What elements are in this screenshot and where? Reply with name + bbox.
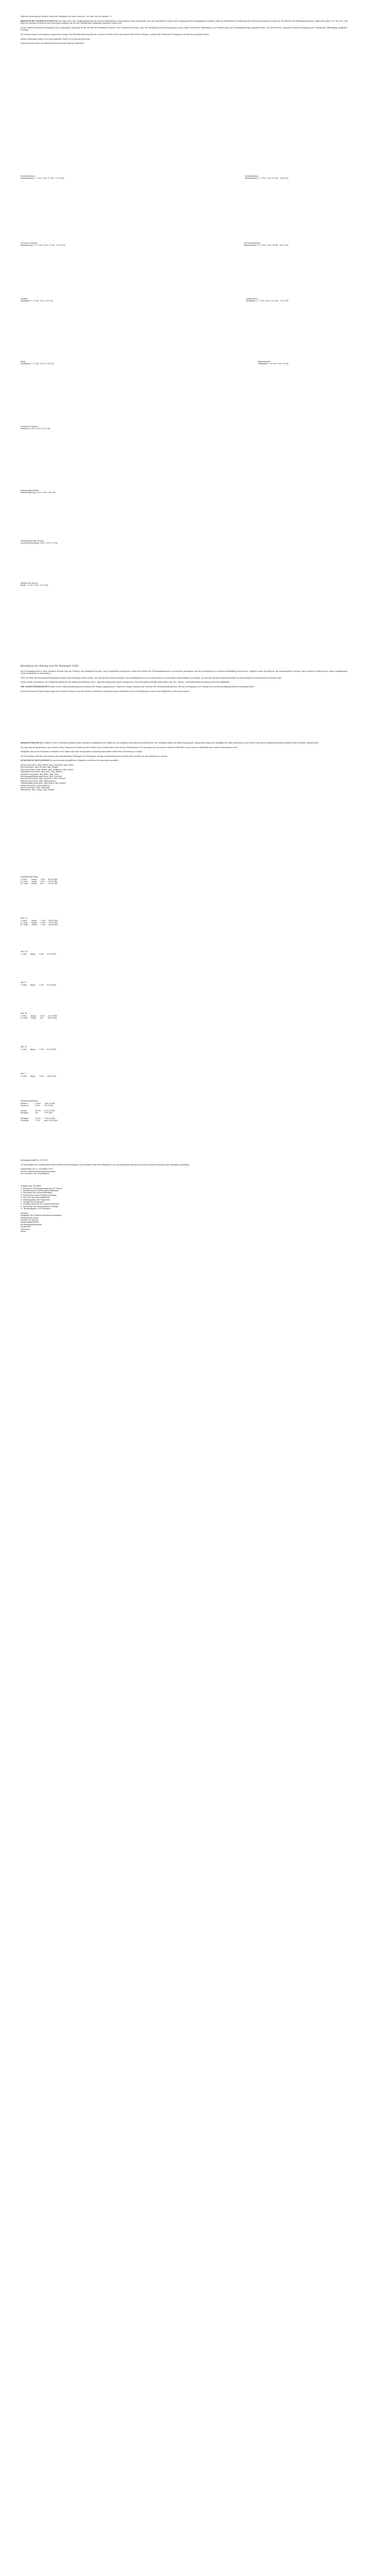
member-list — [21, 764, 347, 791]
table-cell: Haupt. — [31, 878, 38, 880]
table-cell: 540,00 RM — [48, 919, 58, 922]
table-cell: Haupt. — [30, 984, 36, 986]
intro-paragraph — [21, 20, 347, 25]
signature-name: Stadt — [21, 361, 25, 363]
section-paragraph: Über die Höhe der Nachtragsbewilligungen konnte keine Einigung erzielt werden. Die Verwaltung wurde beauftragt, eine Aufstellung der bis zum Jahresende zu erwartenden Mehrausgaben vorzulegen, aus der die einzelnen Haushaltsstellen und die jeweiligen Deckungsmittel ersichtlich sind. — [21, 676, 282, 679]
list-item: Kultur-Ausschuss: Abg. Hofmann — [21, 784, 50, 787]
signature-name: Der erste Vorsteher — [21, 242, 38, 244]
signature-name: Protokollführer — [245, 175, 259, 177]
signature-right — [258, 361, 289, 365]
table-cell: zzgl. 180,00 RM — [44, 1120, 58, 1122]
table-cell: 120,00 RM — [48, 883, 58, 885]
table-cell: 1.200 — [40, 924, 45, 926]
list-item: Bau-Ausschuss: Abg. Fischer, Abg. Wagner — [21, 766, 59, 769]
signature-date: Marktplatz 1, 17 Nov. 1930, 13.00 Uhr — [21, 363, 54, 365]
signature-left — [21, 361, 54, 365]
certification-date: Ausgefertigt am 22. Dezember 1930 — [21, 1168, 53, 1171]
table-cell: 18.200 — [35, 1117, 41, 1120]
list-item: Regierungspräsident — [21, 1221, 40, 1224]
table-cell: 770,00 RM — [44, 1104, 54, 1107]
table-cell: Neben. — [31, 924, 38, 926]
table-cell: 75,00 RM — [44, 1112, 53, 1114]
signature-single — [21, 540, 347, 545]
table-block — [21, 1073, 347, 1077]
signature-name: Landrat des Kreises — [21, 426, 38, 428]
table-cell: Haupt. — [31, 880, 38, 883]
signature-single — [21, 489, 347, 494]
table-cell: 800 — [40, 883, 44, 885]
summary-table — [21, 1103, 61, 1122]
table-cell: 1.800 — [39, 953, 44, 955]
signature-date: Hindenburgstr. 5, 17 Nov. 1930, 14 Uhr - 16.00 Uhr — [244, 244, 289, 247]
distribution-list — [21, 1214, 347, 1232]
paragraph-lead: DIE STADTVERORDNETEN — [21, 685, 49, 688]
certification-block — [21, 1159, 347, 1177]
section-resolutions — [21, 666, 347, 694]
table-cell: 250,00 RM — [48, 880, 58, 883]
table-cell: I. Ordn. — [21, 953, 27, 955]
section-paragraph — [21, 686, 347, 688]
paragraph-lead: AUSSCHUSS-MITGLIEDER — [21, 759, 49, 762]
table-block — [21, 951, 347, 955]
list-item: Akten — [21, 1230, 26, 1233]
table-cell: 420,00 RM — [46, 984, 56, 986]
table-block — [21, 981, 347, 986]
table-cell: 2.000 — [40, 878, 45, 880]
table-cell: Haupt. — [30, 1048, 36, 1050]
signature-date: Provinzialverwaltung, 8 Dez. 1930, 10 Uhr — [21, 542, 58, 545]
table-cell: Haupt. — [30, 1014, 37, 1017]
table-cell: I. Ordn. — [21, 1048, 27, 1050]
table-row — [21, 1048, 59, 1050]
section-paragraph: Ferner wurde beschlossen, die Gebührenordnung für die städtischen Betriebe zum 1. April des kommenden Jahres anzupassen. Die Neuregelung betrifft insbesondere die Gas-, Wasser- und Elektrizitätsversorgung sowie die Müllabfuhr. — [21, 681, 230, 684]
paragraph-text: Die nachstehend aufgeführten Mitglieder wurden in die Ausschüsse gewählt: — [49, 759, 119, 762]
signature-date: Marktplatz 1, 19 Nov. 1930, 10 Uhr — [258, 363, 289, 365]
table-cell: 2.200 — [39, 984, 44, 986]
list-item: Schul-Ausschuss: Abg. Becker, Abg. Hoffmann, Abg. Schulz — [21, 768, 74, 771]
data-table — [21, 1075, 59, 1077]
signature-left — [21, 298, 53, 302]
section-paragraph: Die Ausschüsse konstituieren sich in ihrer ersten Sitzung und wählen aus ihrer Mitte einen Vorsitzenden sowie dessen Stellvertreter. Die Sitzungen der Ausschüsse sind nicht öffentlich, soweit nicht im Einzelfall etwas anderes beschlossen wird. — [21, 746, 238, 749]
signature-right — [246, 298, 289, 302]
signature-name: Die Schriftführerin — [244, 242, 261, 244]
list-item: 9. Verzeichnis der beanstandeten Verträge — [21, 1205, 59, 1208]
signature-name: Regierungspräsident — [21, 489, 39, 492]
list-item: Personal-Ausschuss: Abg. Neumann, Abg. Schwarz — [21, 777, 66, 780]
signature-date: Hindenburgstr. 5, 17 Nov. 1930, 11 Uhr - 10.30 Uhr — [21, 244, 65, 247]
table-cell: 13.800 — [35, 1102, 41, 1105]
table-cell: I. Ordn. — [21, 1075, 27, 1077]
section-paragraph: Mitglieder, die an der Teilnahme verhindert sind, haben dies dem Vorsitzenden rechtzeitig mitzuteilen und für ihre Vertretung zu sorgen. — [21, 751, 143, 753]
table-cell: Haupt. — [30, 1075, 36, 1077]
table-cell: Summe II — [21, 1104, 29, 1107]
signature-row — [21, 242, 289, 247]
table-cell: 2.800 — [39, 1048, 44, 1050]
table-cell: Rücklage — [21, 1112, 29, 1114]
signature-name: Minister des Innern — [21, 582, 38, 584]
section-paragraph: Die Versammlung hat in ihrer heutigen Sitzung über die Vorlagen des Magistrats beraten. Nach eingehender Aussprache wurde der Bericht der Prüfungskommission zur Kenntnis genommen und den Ausschüssen zur weiteren Behandlung überwiesen. Zugleich wurde beschlossen, die beanstandeten Verträge einer erneuten Prüfung durch einen unabhängigen Sachverständigen zu unterziehen. — [21, 670, 347, 675]
table-block — [21, 876, 347, 885]
paragraph-text: Gemäß § 14 der Geschäftsordnung werden hiermit die Ergebnisse der Wahlen zu den ständigen Ausschüssen veröffentlicht. Die Gewählten haben die Wahl angenommen. Einsprüche gegen die Gültigkeit der Wahl sind binnen zwei Wochen nach dieser Bekanntmachung schriftlich beim Vorsteher einzureichen. — [43, 742, 319, 744]
table-block — [21, 917, 347, 926]
signature-name: Erste Beisitzerin — [21, 175, 35, 177]
intro-note: Dieser Bericht wurde vom Arbeitsausschuss für die Sitzung vorbereitet. — [21, 42, 85, 45]
data-table — [21, 1015, 60, 1020]
list-item: 4. Entwurf der neuen Gebührenordnung — [21, 1194, 57, 1196]
signature-single — [21, 582, 347, 587]
section-paragraph — [21, 759, 347, 762]
signature-date: Hindenburgstr. 5, 7 Nov. 1930, 15 Uhr - 13.30 Uhr — [21, 177, 64, 180]
intro-line: Weiterer Beratung und Schluss: Abruf der Mitglieder im Sinne versehen - Art und Vorst im Einzeln 1.0 — [21, 15, 112, 18]
paragraph-lead: RHEINISCHE TAGEBLATTZEITUNG — [21, 20, 59, 22]
signature-name: Oberpräsident der Provinz — [21, 540, 44, 542]
list-item: Magistrat der Stadt — [21, 1216, 39, 1219]
table-cell: 1.400 — [39, 1075, 44, 1077]
signature-left — [21, 175, 64, 180]
section-announcement — [21, 742, 347, 791]
intro-link[interactable]: Weitere Meldungen finden Sie auf den folgenden Seiten im Anhang des Berichtes. — [21, 38, 91, 40]
table-cell: Gesamt — [21, 1110, 27, 1112]
table-label: Haushalt Abteilung — [21, 876, 38, 878]
table-label: Zusammenstellung — [21, 1100, 38, 1102]
table-cell: I. Ordn. — [21, 1014, 27, 1017]
section-paragraph: Nach Abschluss der Tagesordnung gab der Vorsteher bekannt, dass die nächste ordentliche Sitzung im Januar stattfinden wird. Die Einladungen werden den Mitgliedern rechtzeitig zugehen. — [21, 690, 190, 692]
section-heading: Beschlüsse der Sitzung vom 18. Dezember 1930 — [21, 665, 78, 668]
table-cell: 310,00 RM — [46, 953, 56, 955]
attachments-heading: Anlagen zum Protokoll — [21, 1185, 41, 1187]
signature-name: Bürgermeister — [258, 361, 271, 363]
table-row — [21, 924, 61, 926]
list-item: Rechnungsprüfungsamt — [21, 1223, 42, 1226]
list-item: Verkehrs-Ausschuss: Abg. Klein, Abg. Wolf — [21, 773, 59, 775]
table-cell: 2.500 — [40, 921, 45, 924]
list-item: Finanz-Ausschuss: Abg. Müller, Abg. Schneider, Abg. Weber — [21, 764, 74, 766]
list-item: 5. Liste der Ausschussmitglieder — [21, 1196, 50, 1199]
table-cell: 500 — [35, 1112, 39, 1114]
list-item: Wahlprüfungs-Ausschuss: Abg. Braun, Abg. Krüger — [21, 782, 66, 785]
signature-name: Stellvertreter — [246, 298, 258, 300]
list-item: Landrat des Kreises — [21, 1219, 39, 1222]
list-item: 10. Haushaltsplan 1931 (Entwurf) — [21, 1208, 51, 1210]
certification-signatures: Der Vorsteher Der Schriftführer — [21, 1173, 49, 1175]
signature-date: Marktplatz 1, 17 Nov. 1930, 9.30 Uhr - 11.00 Uhr — [246, 300, 289, 302]
certification-line: Für die Stadtverordnetenversammlung — [21, 1170, 56, 1173]
table-cell: II. Ordn. — [21, 921, 28, 924]
signature-date: Hindenburgstr. 5, 7 Nov. 1930, 16 Uhr - 18.45 Uhr — [245, 177, 289, 180]
signature-date: Bezirksregierung, 4 Dez. 1930, 9.45 Uhr — [21, 492, 56, 494]
intro-paragraph: In der Stadtverordnetenversammlung vom vergangenen Dienstag wurde der Bericht ausführlich erörtert. Der Vorsitzende betonte, dass die Verwaltung die Beanstandungen ernst nehme und bereits Maßnahmen zur Verbesserung der Rechnungsführung eingeleitet habe. Die Vertreter der Opposition forderten dagegen eine vollständige Offenlegung sämtlicher Verträge. — [21, 26, 347, 31]
table-label: Abt. III — [21, 1012, 27, 1014]
paragraph-text: Im Zuge einer vom Landesministerium des Innern eingeleiteten Untersuchung wurde festgestellt, dass der Haushalt der Stadt in den vergangenen Rechnungsjahren mehrfach ohne die erforderliche Zustimmung der Vertretung erweitert worden ist. Der Bericht der Prüfungskommission umfasst die Jahre 1927 bis 1931 und führt die einzelnen Posten in einer besonderen Anlage auf, die der Öffentlichkeit zugänglich gemacht werden soll. — [21, 20, 347, 25]
table-cell: Haupt. — [30, 953, 36, 955]
attachments-list — [21, 1188, 347, 1210]
signature-date: Berlin, 12 Dez. 1930, 11.30 Uhr — [21, 584, 48, 587]
list-item: Ältestenrat: Abg. Lange, Abg. Schmitt — [21, 789, 55, 791]
certification-title: Sitzungsprotokoll Nr. 47/1930 — [21, 1159, 47, 1161]
table-cell: Nachtrag — [21, 1120, 29, 1122]
paragraph-text: haben in der Schlussabstimmung mit Mehrheit die Vorlage angenommen. Gegen die Vorlage stimmten die Vertreter der Minderheitsfraktionen, die eine Vertagung bis zur Vorlage des Sachverständigengutachtens beantragt hatten. — [49, 685, 255, 688]
signature-right — [245, 175, 289, 180]
list-item: Wohlfahrts-Ausschuss: Abg. Koch, Abg. Richter — [21, 771, 63, 773]
table-cell: I. Ordn. — [21, 878, 27, 880]
list-item: 3. Gutachten des Sachverständigen — [21, 1192, 53, 1194]
list-item: Presseamt — [21, 1228, 30, 1230]
signature-row — [21, 175, 289, 180]
table-cell: 1.600 — [40, 1014, 45, 1017]
data-table — [21, 953, 59, 955]
data-table — [21, 920, 61, 926]
table-cell: 2.485,00 RM — [44, 1102, 55, 1105]
list-item: Stadtarchiv — [21, 1226, 31, 1228]
signature-single — [21, 426, 347, 430]
summary-block — [21, 1100, 347, 1122]
signature-date: Marktplatz 1, 17 Nov. 1930, 9.00 Uhr — [21, 300, 53, 302]
signature-date: Kreishaus, 2 Dez. 1930, 11.00 Uhr — [21, 428, 51, 430]
table-cell: 3.180,00 RM — [44, 1117, 55, 1120]
table-label: Abt. I A — [21, 917, 28, 919]
signature-row — [21, 298, 289, 302]
table-cell: Haupt. — [31, 919, 38, 922]
table-cell: 510,00 RM — [46, 1048, 56, 1050]
data-table — [21, 878, 60, 885]
certification-text: Die Richtigkeit der vorstehenden Niederschrift wird bescheinigt. Das Protokoll wurde den Mitgliedern zur Kenntnisnahme übersandt und in der nächsten Sitzung ohne Einwände genehmigt. — [21, 1163, 190, 1166]
table-cell: III. Ordn. — [21, 924, 29, 926]
table-cell: 1.200 — [35, 1120, 40, 1122]
paragraph-lead: BEKANNTMACHUNG — [21, 742, 43, 744]
table-cell: II. Ordn. — [21, 1016, 28, 1019]
section-paragraph: Die Verwaltung stellt den Ausschüssen die erforderlichen Unterlagen zur Verfügung. Anträge auf Akteneinsicht sind über den Vorsteher an den Magistrat zu richten. — [21, 755, 168, 757]
table-block — [21, 1046, 347, 1050]
list-item: 6. Stellungnahme des Magistrats — [21, 1198, 50, 1201]
list-item: 8. Schriftwechsel mit der Aufsichtsbehörde — [21, 1203, 59, 1206]
table-cell: Verfügbar — [21, 1117, 29, 1120]
signature-left — [21, 242, 65, 247]
table-cell: Summe I — [21, 1102, 28, 1105]
table-row — [21, 1075, 59, 1077]
list-item: Rechnungsprüfungs-Ausschuss: Abg. Schröder — [21, 775, 62, 777]
table-cell: 18.700 — [35, 1110, 41, 1112]
table-cell: 1.500 — [40, 880, 45, 883]
list-item: 1. Bericht der Prüfungskommission (47 Seiten) — [21, 1187, 63, 1190]
table-cell: II. Ordn. — [21, 880, 28, 883]
signature-name: Direktor — [21, 298, 28, 300]
table-cell: 290,00 RM — [47, 1014, 57, 1017]
table-cell: 400,00 RM — [48, 878, 58, 880]
table-cell: 180,00 RM — [48, 924, 58, 926]
table-row — [21, 984, 59, 986]
table-label: Abt. V — [21, 1073, 26, 1075]
table-cell: 3.000 — [40, 919, 45, 922]
table-cell: Haupt. — [31, 883, 38, 885]
table-cell: 240,00 RM — [46, 1075, 56, 1077]
list-item: 2. Aufstellung der Nachtragsbewilligungen — [21, 1190, 59, 1192]
table-cell: III. Ordn. — [21, 883, 29, 885]
table-row — [21, 883, 60, 885]
intro-paragraph: Die Sitzung wurde nach längerer Aussprache vertagt. Eine Beschlussfassung über die weiteren Schritte soll in der kommenden Woche erfolgen, nachdem die Fraktionen Gelegenheit zur Beratung erhalten haben. — [21, 33, 210, 36]
list-item: Sport-Ausschuss: Abg. Hartmann — [21, 787, 51, 789]
list-item: Mitglieder der Stadtverordnetenversammlung — [21, 1214, 62, 1217]
signature-right — [244, 242, 289, 247]
list-item: Betriebs-Ausschuss: Abg. Zimmermann — [21, 779, 56, 782]
table-cell: 900 — [40, 1016, 43, 1019]
table-cell: I. Ordn. — [21, 984, 27, 986]
table-row — [21, 1017, 60, 1019]
table-label: Abt. IV — [21, 1046, 27, 1048]
table-block — [21, 1012, 347, 1019]
table-label: Abt. II — [21, 981, 26, 984]
table-cell: Haupt. — [31, 921, 38, 924]
table-cell: 4.900 — [35, 1104, 40, 1107]
data-table — [21, 984, 59, 986]
table-row — [21, 953, 59, 955]
table-label: Abt. I B — [21, 951, 28, 953]
distribution-heading: Verteiler — [21, 1212, 28, 1214]
table-cell: I. Ordn. — [21, 919, 27, 922]
table-cell: Neben. — [30, 1016, 37, 1019]
table-row — [21, 1120, 61, 1122]
list-item: 7. Anträge der Fraktionen — [21, 1201, 44, 1204]
intro-section — [21, 15, 347, 47]
signature-row — [21, 361, 289, 365]
attachments-block — [21, 1185, 347, 1233]
data-table — [21, 1048, 59, 1050]
table-cell: 145,00 RM — [47, 1016, 57, 1019]
section-paragraph — [21, 742, 347, 744]
table-cell: 375,00 RM — [48, 921, 58, 924]
table-cell: 3.255,00 RM — [44, 1110, 55, 1112]
